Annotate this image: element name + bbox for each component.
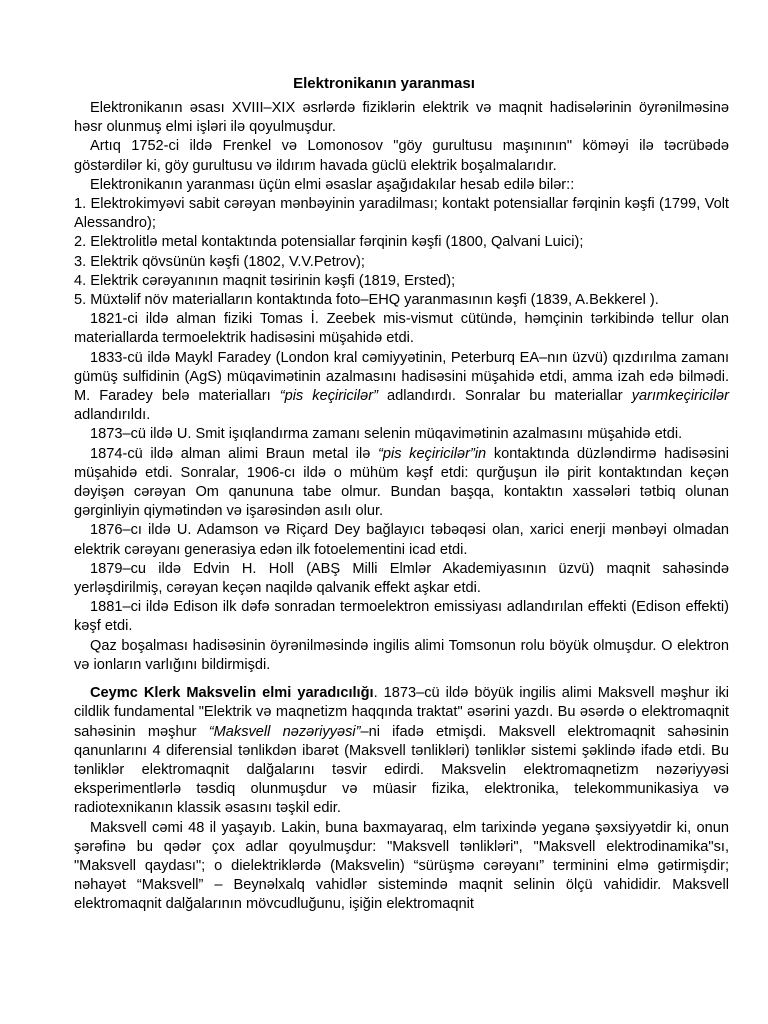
paragraph-hall: 1879–cu ildə Edvin H. Holl (ABŞ Milli Elmlər Akademiyasının üzvü) maqnit sahəsində yerləşdirilmiş, cərəyan keçən naqildə qalvanik effekt aşkar etdi. xyxy=(74,560,729,597)
paragraph-maxwell xyxy=(74,684,729,818)
paragraph-intro: Elektronikanın əsası XVIII–XIX əsrlərdə fiziklərin elektrik və maqnit hadisələrinin öyrənilməsinə həsr olunmuş elmi işləri ilə qoyulmuşdur. xyxy=(74,100,729,136)
text-run: adlandırıldı. xyxy=(74,407,151,424)
text-run: adlandırdı. Sonralar bu materiallar xyxy=(377,388,632,405)
list-item: 2. Elektrolitlə metal kontaktında potensiallar fərqinin kəşfi (1800, Qalvani Luici); xyxy=(74,234,584,251)
italic-term: yarımkeçiricilər xyxy=(631,388,729,405)
text-run: 1874-cü ildə alman alimi Braun metal ilə xyxy=(90,445,378,462)
paragraph-smith: 1873–cü ildə U. Smit işıqlandırma zamanı selenin müqavimətinin azalmasını müşahidə etdi. xyxy=(90,426,683,443)
paragraph-maxwell-legacy: Maksvell cəmi 48 il yaşayıb. Lakin, buna baxmayaraq, elm tarixində yeganə şəxsiyyətdir ki, onun şərəfinə bu qədər çox adlar qoyulmuşdur: "Maksvell tənlikləri", "Maksvell elektrodinamika"sı, "Maksvell qaydası"; o dielektriklərdə (Maksvelin) “sürüşmə cərəyanı” terminini elmə gətirmişdir; nəhayət “Maksvell” – Beynəlxalq vahidlər sistemində maqnit selinin ölçü vahididir. Maksvell elektromaqnit dalğalarının mövcudluğunu, işiğin elektromaqnit xyxy=(74,819,729,913)
paragraph-thomson: Qaz boşalması hadisəsinin öyrənilməsində ingilis alimi Tomsonun rolu böyük olmuşdur. O elektron və ionların varlığını bildirmişdi. xyxy=(74,637,729,673)
list-item: 5. Müxtəlif növ materialların kontaktında foto–EHQ yaranmasının kəşfi (1839, A.Bekkerel ). xyxy=(74,292,659,309)
italic-term: “pis keçiricilər”in xyxy=(377,445,487,462)
paragraph-braun xyxy=(74,445,729,522)
text-run: kontaktında düzləndirmə hadisəsini müşahidə etdi. Sonralar, 1906-cı ildə o mühüm kəşf etdi: qurğuşun ilə pirit kontaktından keçən dəyişən cərəyan Om qanununa tabe olmur. Bundan başqa, kontaktın xassələri tətbiq olunan gərginliyin qiymətindən və işarəsindən asılı olur. xyxy=(74,445,729,520)
list-item: 1. Elektrokimyəvi sabit cərəyan mənbəyinin yaradilması; kontakt potensiallar fərqinin kəşfi (1799, Volt Alessandro); xyxy=(74,196,729,232)
list-item: 4. Elektrik cərəyanının maqnit təsirinin kəşfi (1819, Ersted); xyxy=(74,272,456,289)
paragraph-edison: 1881–ci ildə Edison ilk dəfə sonradan termoelektron emissiyası adlandırılan effekti (Edison effekti) kəşf etdi. xyxy=(74,599,729,635)
paragraph-adamson-dey: 1876–cı ildə U. Adamson və Riçard Dey bağlayıcı təbəqəsi olan, xarici enerji mənbəyi olmadan elektrik cərəyanı generasiya edən ilk fotoelementini icad etdi. xyxy=(74,522,729,558)
italic-term: “Maksvell nəzəriyyəsi” xyxy=(208,723,361,740)
list-item: 3. Elektrik qövsünün kəşfi (1802, V.V.Petrov); xyxy=(74,253,365,270)
text-run: . 1873–cü ildə böyük ingilis alimi Maksvell məşhur iki cildlik fundamental "Elektrik və maqnetizm haqqında traktat" əsərini yazdı. Bu əsərdə o elektromaqnit sahəsinin məşhur xyxy=(74,685,729,740)
text-run: 1833-cü ildə Maykl Faradey (London kral cəmiyyətinin, Peterburq EA–nın üzvü) qızdırılma zamanı gümüş sulfidinin (AgS) müqavimətinin azalmasını hadisəsini müşahidə etdi, amma izah edə bilmədi. M. Faradey belə materialları xyxy=(74,349,729,405)
section-heading: Ceymc Klerk Maksvelin elmi yaradıcılığı xyxy=(90,685,374,702)
italic-term: “pis keçiricilər” xyxy=(279,388,378,405)
paragraph-frenkel-lomonosov: Artıq 1752-ci ildə Frenkel və Lomonosov "göy gurultusu maşınının" köməyi ilə təcrübədə göstərdilər ki, göy gurultusu və ildırım havada güclü elektrik boşalmalarıdır. xyxy=(74,138,729,174)
paragraph-faraday xyxy=(74,349,729,426)
page-title: Elektronikanın yaranması xyxy=(293,75,475,92)
document-body xyxy=(74,99,729,915)
text-run: –ni ifadə etmişdi. Maksvell elektromaqnit sahəsinin qanunlarını 4 diferensial tənlikdən ibarət (Maksvell tənlikləri) tənliklər sistemi şəklində ifadə etdi. Bu tənliklər elektromaqnit dalğalarını təsvir edirdi. Maksvelin elektromaqnetizm nəzəriyyəsi eksperimentlərlə təsdiq olunmuşdur və müasir fizika, elektronika, telekommunikasiya və radiotexnikanın klassik əsasını təşkil edir. xyxy=(74,723,729,817)
paragraph-zeebek: 1821-ci ildə alman fiziki Tomas İ. Zeebek mis-vismut cütündə, həmçinin tərkibində tellur olan materiallarda termoelektrik hadisəsini müşahidə etdi. xyxy=(74,311,729,347)
paragraph-scientific-bases: Elektronikanın yaranması üçün elmi əsaslar aşağıdakılar hesab edilə bilər:: xyxy=(90,176,575,193)
